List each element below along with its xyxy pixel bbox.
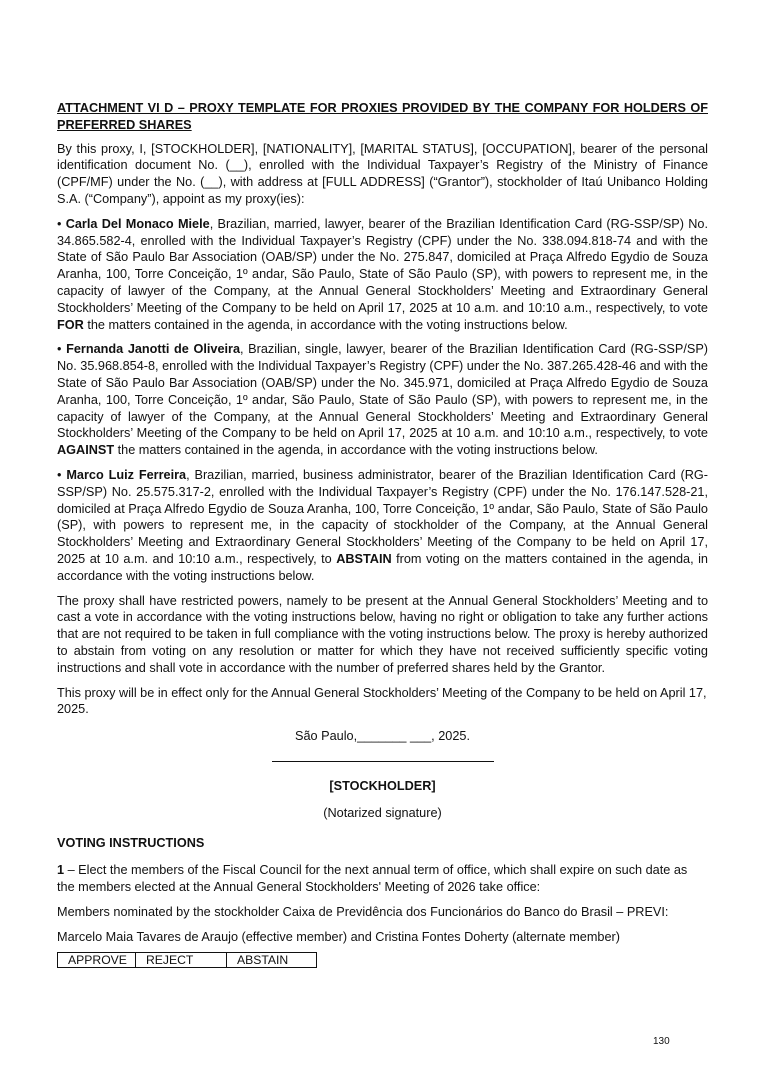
proxy-name: Fernanda Janotti de Oliveira	[66, 342, 241, 357]
members-text: Marcelo Maia Tavares de Araujo (effective member) and Cristina Fontes Doherty (alternate member)	[57, 929, 620, 944]
proxy-text-end: the matters contained in the agenda, in accordance with the voting instructions below.	[114, 443, 598, 458]
signature-note: (Notarized signature)	[323, 805, 442, 820]
item-number: 1	[57, 863, 65, 878]
page-number: 130	[653, 1036, 670, 1047]
proxy-name: Carla Del Monaco Miele	[65, 216, 210, 231]
bullet: •	[57, 216, 66, 231]
restricted-powers-paragraph: The proxy shall have restricted powers, namely to be present at the Annual General Stockholders’ Meeting and to cast a vote in accordance with the voting instructions below, having no right or obligation to take any further actions that are not required to be taken in full compliance with the voting instructions below. The proxy is hereby authorized to abstain from voting on any resolution or matter for which they have not received sufficiently specific voting instructions and shall vote in accordance with the number of preferred shares held by the Grantor.	[57, 593, 708, 675]
nominated-text: Members nominated by the stockholder Caixa de Previdência dos Funcionários do Banco do Brasil – PREVI:	[57, 904, 669, 919]
effect-paragraph: This proxy will be in effect only for the Annual General Stockholders’ Meeting of the Company to be held on April 17, 2025.	[57, 685, 707, 717]
proxy-paragraph	[57, 216, 708, 334]
voting-instructions-title: VOTING INSTRUCTIONS	[57, 836, 205, 851]
attachment-heading: ATTACHMENT VI D – PROXY TEMPLATE FOR PROXIES PROVIDED BY THE COMPANY FOR HOLDERS OF PREFERRED SHARES	[57, 101, 708, 132]
item-text: – Elect the members of the Fiscal Council for the next annual term of office, which shall expire on such date as the members elected at the Annual General Stockholders' Meeting of 2026 take office:	[57, 863, 688, 895]
place-date: São Paulo,_______ ___, 2025.	[295, 729, 470, 744]
reject-option[interactable]: REJECT	[135, 953, 226, 968]
signatory-label: [STOCKHOLDER]	[329, 778, 436, 793]
intro-paragraph: By this proxy, I, [STOCKHOLDER], [NATIONALITY], [MARITAL STATUS], [OCCUPATION], bearer of the personal identification document No. (__), enrolled with the Individual Taxpayer’s Registry of the Ministry of Finance (CPF/MF) under the No. (__), with address at [FULL ADDRESS] (“Grantor”), stockholder of Itaú Unibanco Holding S.A. (“Company”), appoint as my proxy(ies):	[57, 141, 708, 206]
proxy-text: , Brazilian, married, business administrator, bearer of the Brazilian Identification Card (RG-SSP/SP) No. 25.575.317-2, enrolled with the Individual Taxpayer’s Registry (CPF) under the No. 176.147.528-21, domiciled at Praça Alfredo Egydio de Souza Aranha, 100, Torre Conceição, 1º andar, São Paulo, State of São Paulo (SP), with powers to represent me, in the capacity of stockholder of the Company, at the Annual General Stockholders’ Meeting and Extraordinary General Stockholders’ Meeting of the Company to be held on April 17, 2025 at 10 a.m. and 10:10 a.m., respectively, to	[57, 467, 709, 566]
proxy-vote: AGAINST	[57, 443, 115, 458]
proxy-text-end: the matters contained in the agenda, in accordance with the voting instructions below.	[83, 317, 568, 332]
proxy-paragraph	[57, 467, 708, 585]
document-page	[57, 100, 708, 968]
proxy-text: , Brazilian, single, lawyer, bearer of the Brazilian Identification Card (RG-SSP/SP) No. 35.968.854-8, enrolled with the Individual Taxpayer’s Registry (CPF) under the No. 387.265.428-46 and with the State of São Paulo Bar Association (OAB/SP) under the No. 345.971, domiciled at Praça Alfredo Egydio de Souza Aranha, 100, Torre Conceição, 1º andar, São Paulo, State of São Paulo (SP), with powers to represent me, in the capacity of lawyer of the Company, at the Annual General Stockholders’ Meeting and Extraordinary General Stockholders’ Meeting of the Company to be held on April 17, 2025 at 10 a.m. and 10:10 a.m., respectively, to vote	[57, 342, 709, 441]
bullet: •	[57, 342, 67, 357]
signature-line	[272, 759, 494, 762]
proxy-vote: ABSTAIN	[336, 551, 392, 566]
proxy-paragraph	[57, 341, 708, 459]
abstain-option[interactable]: ABSTAIN	[226, 953, 316, 968]
proxy-text-end: from voting on the matters contained in the agenda, in accordance with the voting instructions below.	[57, 551, 708, 583]
item-1	[57, 862, 708, 896]
vote-options-table	[57, 952, 317, 968]
bullet: •	[57, 467, 67, 482]
proxy-text: , Brazilian, married, lawyer, bearer of the Brazilian Identification Card (RG-SSP/SP) No. 34.865.582-4, enrolled with the Individual Taxpayer’s Registry (CPF) under the No. 338.094.818-74 and with the State of São Paulo Bar Association (OAB/SP) under the No. 275.847, domiciled at Praça Alfredo Egydio de Souza Aranha, 100, Torre Conceição, 1º andar, São Paulo, State of São Paulo (SP), with powers to represent me, in the capacity of lawyer of the Company, at the Annual General Stockholders’ Meeting and Extraordinary General Stockholders’ Meeting of the Company to be held on April 17, 2025 at 10 a.m. and 10:10 a.m., respectively, to vote	[57, 216, 708, 315]
proxy-name: Marco Luiz Ferreira	[66, 467, 187, 482]
proxy-vote: FOR	[57, 317, 84, 332]
approve-option[interactable]: APPROVE	[58, 953, 136, 968]
